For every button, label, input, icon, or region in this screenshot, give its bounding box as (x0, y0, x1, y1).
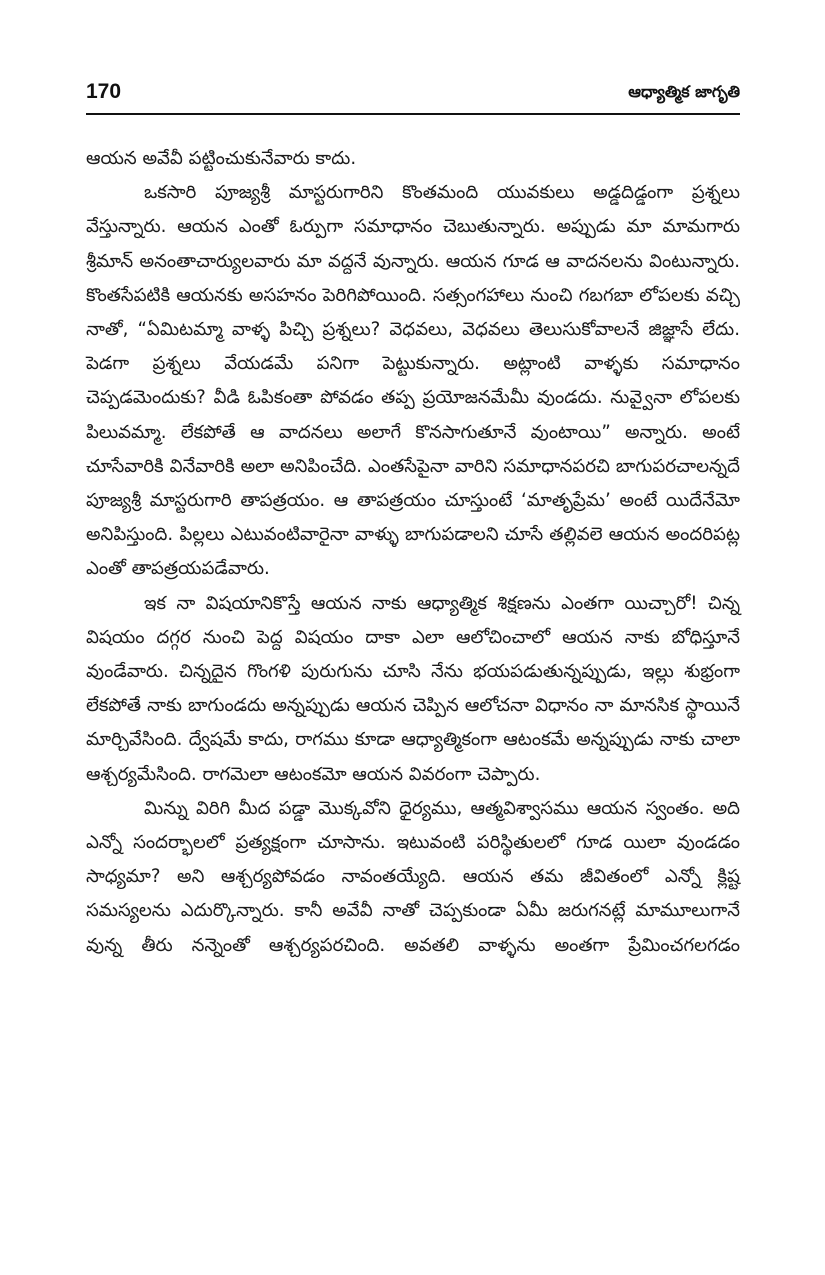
paragraph: మిన్ను విరిగి మీద పడ్డా మొక్కవోని ధైర్యము, ఆత్మవిశ్వాసము ఆయన స్వంతం. అది ఎన్నో సందర్భాలలో ప్రత్యక్షంగా చూసాను. ఇటువంటి పరిస్థితులలో గూడ యిలా వుండడం సాధ్యమా? అని ఆశ్చర్యపోవడం నావంతయ్యేది. ఆయన తమ జీవితంలో ఎన్నో క్లిష్ట సమస్యలను ఎదుర్కొన్నారు. కానీ అవేవీ నాతో చెప్పకుండా ఏమీ జరుగనట్లే మామూలుగానే వున్న తీరు నన్నెంతో ఆశ్చర్యపరచింది. అవతలి వాళ్ళను అంతగా ప్రేమించగలగడం (86, 797, 740, 956)
header-rule (86, 113, 740, 115)
page-number: 170 (86, 80, 122, 103)
paragraph: ఒకసారి పూజ్యశ్రీ మాస్టరుగారిని కొంతమంది యువకులు అడ్డదిడ్డంగా ప్రశ్నలు వేస్తున్నారు. ఆయన ఎంతో ఓర్పుగా సమాధానం చెబుతున్నారు. అప్పుడు మా మామగారు శ్రీమాన్ అనంతాచార్యులవారు మా వద్దనే వున్నారు. ఆయన గూడ ఆ వాదనలను వింటున్నారు. కొంతసేపటికి ఆయనకు అసహనం పెరిగిపోయింది. సత్సంగహాలు నుంచి గబగబా లోపలకు వచ్చి నాతో, “ఏమిటమ్మా వాళ్ళ పిచ్చి ప్రశ్నలు? వెధవలు, వెధవలు తెలుసుకోవాలనే జిజ్ఞాసే లేదు. పెడగా ప్రశ్నలు వేయడమే పనిగా పెట్టుకున్నారు. అట్లాంటి వాళ్ళకు సమాధానం చెప్పడమెందుకు? వీడి ఓపికంతా పోవడం తప్ప ప్రయోజనమేమీ వుండదు. నువ్వైనా లోపలకు పిలువమ్మా. లేకపోతే ఆ వాదనలు అలాగే కొనసాగుతూనే వుంటాయి” అన్నారు. అంటే చూసేవారికి వినేవారికి అలా అనిపించేది. ఎంతసేపైనా వారిని సమాధానపరచి బాగుపరచాలన్నదే పూజ్యశ్రీ మాస్టరుగారి తాపత్రయం. ఆ తాపత్రయం చూస్తుంటే ‘మాతృప్రేమ’ అంటే యిదేనేమో అనిపిస్తుంది. పిల్లలు ఎటువంటివారైనా వాళ్ళు బాగుపడాలని చూసే తల్లివలె ఆయన అందరిపట్ల ఎంతో తాపత్రయపడేవారు. (86, 182, 740, 580)
body-text (86, 142, 740, 963)
paragraph-continuation: ఆయన అవేవీ పట్టించుకునేవారు కాదు. (86, 148, 357, 169)
page-header (86, 78, 740, 112)
running-title: ఆధ్యాత్మిక జాగృతి (628, 82, 740, 101)
paragraph: ఇక నా విషయానికొస్తే ఆయన నాకు ఆధ్యాత్మిక శిక్షణను ఎంతగా యిచ్చారో! చిన్న విషయం దగ్గర నుంచి పెద్ద విషయం దాకా ఎలా ఆలోచించాలో ఆయన నాకు బోధిస్తూనే వుండేవారు. చిన్నదైన గొంగళి పురుగును చూసి నేను భయపడుతున్నప్పుడు, ఇల్లు శుభ్రంగా లేకపోతే నాకు బాగుండదు అన్నప్పుడు ఆయన చెప్పిన ఆలోచనా విధానం నా మానసిక స్థాయినే మార్చివేసింది. ద్వేషమే కాదు, రాగము కూడా ఆధ్యాత్మికంగా ఆటంకమే అన్నప్పుడు నాకు చాలా ఆశ్చర్యమేసింది. రాగమెలా ఆటంకమో ఆయన వివరంగా చెప్పారు. (86, 592, 740, 785)
